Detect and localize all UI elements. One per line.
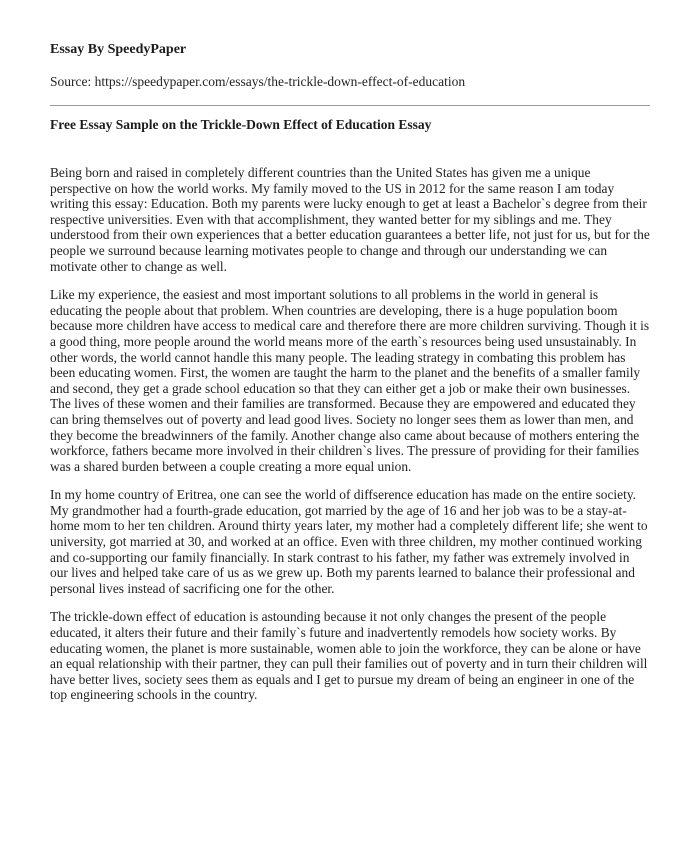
essay-paragraph: Like my experience, the easiest and most important solutions to all problems in the world in general is educating the people about that problem. When countries are developing, there is a huge population boom because more children have access to medical care and therefore there are more children surviving. Though it is a good thing, more people around the world means more of the earth`s resources being used unsustainably. In other words, the world cannot handle this many people. The leading strategy in combating this problem has been educating women. First, the women are taught the harm to the planet and the benefits of a smaller family and second, they get a grade school education so that they can either get a job or make their own businesses. The lives of these women and their families are transformed. Because they are empowered and educated they can bring themselves out of poverty and lead good lives. Society no longer sees them as lower than men, and they become the breadwinners of the family. Another change also came about because of mothers entering the workforce, fathers became more involved in their children`s lives. The pressure of providing for their families was a shared burden between a couple creating a more equal union. bbox=[50, 287, 650, 474]
source-line bbox=[50, 72, 650, 91]
source-label: Source: bbox=[50, 74, 95, 89]
essay-paragraph: In my home country of Eritrea, one can see the world of diffserence education has made on the entire society. My grandmother had a fourth-grade education, got married by the age of 16 and her job was to be a stay-at-home mom to her ten children. Around thirty years later, my mother had a completely different life; she went to university, got married at 30, and worked at an office. Even with three children, my mother continued working and co-supporting our family financially. In stark contrast to his father, my father was extremely involved in our lives and helped take care of us as we grew up. Both my parents learned to balance their professional and personal lives instead of sacrificing one for the other. bbox=[50, 487, 648, 596]
brand-heading: Essay By SpeedyPaper bbox=[50, 42, 187, 57]
header-divider bbox=[50, 105, 650, 106]
document-title: Free Essay Sample on the Trickle-Down Effect of Education Essay bbox=[50, 117, 432, 132]
essay-paragraph: Being born and raised in completely different countries than the United States has given me a unique perspective on how the world works. My family moved to the US in 2012 for the same reason I am today writing this essay: Education. Both my parents were lucky enough to get at least a Bachelor`s degree from their respective universities. Even with that accomplishment, they wanted better for my siblings and me. They understood from their own experiences that a better education guarantees a better life, not just for us, but for the people we surround because learning motivates people to change and through our understanding we can motivate other to change as well. bbox=[50, 165, 650, 274]
source-url: https://speedypaper.com/essays/the-trickle-down-effect-of-education bbox=[94, 74, 466, 89]
essay-body bbox=[50, 165, 650, 703]
essay-paragraph: The trickle-down effect of education is astounding because it not only changes the present of the people educated, it alters their future and their family`s future and inadvertently remodels how society works. By educating women, the planet is more sustainable, women able to join the workforce, they can be alone or have an equal relationship with their partner, they can pull their families out of poverty and in turn their children will have better lives, society sees them as equals and I get to pursue my dream of being an engineer in one of the top engineering schools in the country. bbox=[50, 609, 648, 703]
